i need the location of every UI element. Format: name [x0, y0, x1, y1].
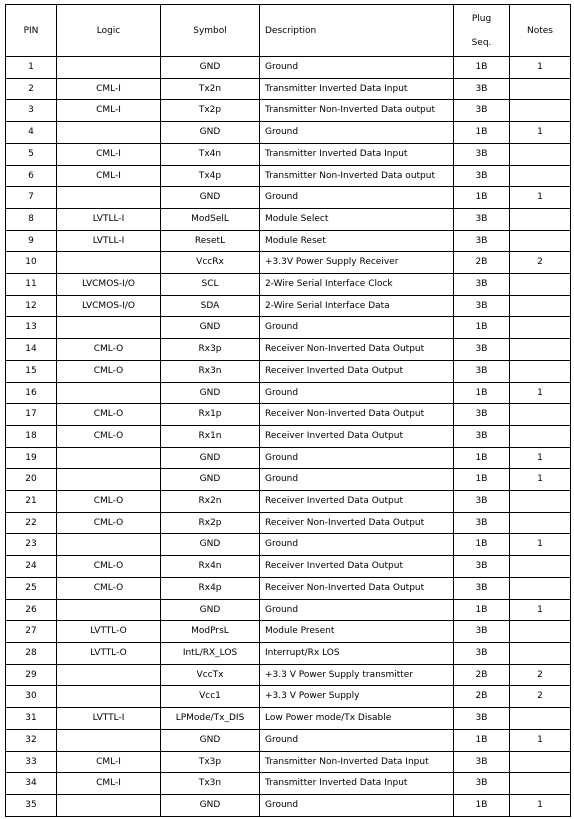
cell-symbol: GND	[161, 729, 260, 751]
cell-description: Receiver Non-Inverted Data Output	[260, 339, 454, 361]
table-row	[6, 295, 571, 317]
cell-description: Receiver Inverted Data Output	[260, 491, 454, 513]
cell-symbol: Vcc1	[161, 686, 260, 708]
cell-description: Transmitter Inverted Data Input	[260, 773, 454, 795]
cell-pin: 1	[6, 57, 57, 79]
cell-plug-seq: 3B	[454, 621, 510, 643]
cell-notes	[510, 274, 571, 296]
cell-description: Transmitter Non-Inverted Data Input	[260, 751, 454, 773]
cell-notes	[510, 360, 571, 382]
table-row	[6, 751, 571, 773]
cell-description: +3.3 V Power Supply transmitter	[260, 664, 454, 686]
cell-logic	[57, 664, 161, 686]
cell-plug-seq: 2B	[454, 686, 510, 708]
cell-logic: CML-O	[57, 339, 161, 361]
cell-symbol: GND	[161, 599, 260, 621]
cell-description: Interrupt/Rx LOS	[260, 642, 454, 664]
cell-logic	[57, 317, 161, 339]
table-row	[6, 360, 571, 382]
cell-logic: LVCMOS-I/O	[57, 274, 161, 296]
cell-description: Module Present	[260, 621, 454, 643]
cell-notes	[510, 404, 571, 426]
cell-pin: 30	[6, 686, 57, 708]
cell-notes: 1	[510, 382, 571, 404]
cell-notes	[510, 773, 571, 795]
cell-symbol: Tx3p	[161, 751, 260, 773]
cell-plug-seq: 3B	[454, 425, 510, 447]
cell-description: Ground	[260, 187, 454, 209]
cell-pin: 2	[6, 78, 57, 100]
cell-description: Ground	[260, 469, 454, 491]
cell-pin: 16	[6, 382, 57, 404]
cell-pin: 9	[6, 230, 57, 252]
cell-notes	[510, 425, 571, 447]
cell-notes: 1	[510, 794, 571, 816]
cell-symbol: GND	[161, 122, 260, 144]
table-header	[6, 5, 571, 57]
cell-symbol: GND	[161, 447, 260, 469]
cell-symbol: GND	[161, 57, 260, 79]
cell-symbol: Rx3p	[161, 339, 260, 361]
table-row	[6, 57, 571, 79]
cell-plug-seq: 1B	[454, 534, 510, 556]
cell-plug-seq: 3B	[454, 773, 510, 795]
table-row	[6, 556, 571, 578]
cell-notes: 2	[510, 664, 571, 686]
cell-description: Ground	[260, 729, 454, 751]
cell-plug-seq: 3B	[454, 577, 510, 599]
cell-symbol: Rx2p	[161, 512, 260, 534]
cell-plug-seq: 3B	[454, 100, 510, 122]
header-row	[6, 5, 571, 57]
cell-logic: CML-O	[57, 491, 161, 513]
cell-symbol: ModSelL	[161, 208, 260, 230]
cell-pin: 20	[6, 469, 57, 491]
cell-pin: 29	[6, 664, 57, 686]
cell-notes	[510, 512, 571, 534]
cell-plug-seq: 1B	[454, 382, 510, 404]
header-logic: Logic	[57, 5, 161, 57]
table-row	[6, 642, 571, 664]
table-row	[6, 708, 571, 730]
header-description: Description	[260, 5, 454, 57]
cell-plug-seq: 1B	[454, 187, 510, 209]
table-row	[6, 577, 571, 599]
cell-pin: 34	[6, 773, 57, 795]
cell-logic	[57, 187, 161, 209]
cell-logic: CML-I	[57, 165, 161, 187]
cell-plug-seq: 3B	[454, 339, 510, 361]
cell-logic: LVTTL-O	[57, 621, 161, 643]
cell-symbol: Tx2p	[161, 100, 260, 122]
cell-plug-seq: 3B	[454, 404, 510, 426]
table-row	[6, 122, 571, 144]
cell-notes: 1	[510, 122, 571, 144]
cell-symbol: VccRx	[161, 252, 260, 274]
cell-symbol: Rx4n	[161, 556, 260, 578]
cell-symbol: SCL	[161, 274, 260, 296]
cell-pin: 10	[6, 252, 57, 274]
cell-symbol: GND	[161, 317, 260, 339]
table-row	[6, 773, 571, 795]
table-row	[6, 686, 571, 708]
cell-description: 2-Wire Serial Interface Clock	[260, 274, 454, 296]
cell-plug-seq: 1B	[454, 469, 510, 491]
cell-description: Ground	[260, 794, 454, 816]
table-row	[6, 729, 571, 751]
cell-description: Transmitter Inverted Data Input	[260, 78, 454, 100]
cell-pin: 21	[6, 491, 57, 513]
header-notes: Notes	[510, 5, 571, 57]
cell-notes	[510, 577, 571, 599]
cell-description: Receiver Inverted Data Output	[260, 360, 454, 382]
cell-notes	[510, 556, 571, 578]
cell-logic: CML-O	[57, 512, 161, 534]
table-row	[6, 78, 571, 100]
cell-symbol: GND	[161, 794, 260, 816]
cell-symbol: ModPrsL	[161, 621, 260, 643]
cell-notes	[510, 339, 571, 361]
cell-notes: 1	[510, 187, 571, 209]
cell-description: Ground	[260, 599, 454, 621]
cell-symbol: Tx2n	[161, 78, 260, 100]
table-row	[6, 599, 571, 621]
table-row	[6, 621, 571, 643]
cell-pin: 11	[6, 274, 57, 296]
cell-pin: 8	[6, 208, 57, 230]
header-plug-seq	[454, 5, 510, 57]
cell-pin: 5	[6, 143, 57, 165]
table-row	[6, 512, 571, 534]
cell-logic: CML-I	[57, 78, 161, 100]
cell-plug-seq: 1B	[454, 447, 510, 469]
cell-symbol: Tx3n	[161, 773, 260, 795]
cell-symbol: Tx4n	[161, 143, 260, 165]
cell-plug-seq: 1B	[454, 57, 510, 79]
cell-notes	[510, 78, 571, 100]
table-row	[6, 100, 571, 122]
cell-symbol: GND	[161, 382, 260, 404]
cell-plug-seq: 3B	[454, 642, 510, 664]
cell-plug-seq: 1B	[454, 599, 510, 621]
cell-logic	[57, 382, 161, 404]
cell-symbol: Rx4p	[161, 577, 260, 599]
cell-pin: 7	[6, 187, 57, 209]
cell-symbol: LPMode/Tx_DIS	[161, 708, 260, 730]
cell-description: 2-Wire Serial Interface Data	[260, 295, 454, 317]
cell-symbol: GND	[161, 534, 260, 556]
pin-assignment-table	[5, 4, 571, 817]
cell-logic: CML-O	[57, 404, 161, 426]
cell-logic: LVTLL-I	[57, 230, 161, 252]
cell-logic	[57, 534, 161, 556]
cell-symbol: VccTx	[161, 664, 260, 686]
cell-logic: CML-O	[57, 556, 161, 578]
cell-notes	[510, 621, 571, 643]
cell-logic: LVTLL-I	[57, 208, 161, 230]
cell-description: Ground	[260, 534, 454, 556]
cell-pin: 13	[6, 317, 57, 339]
table-row	[6, 274, 571, 296]
cell-description: Module Reset	[260, 230, 454, 252]
cell-symbol: IntL/RX_LOS	[161, 642, 260, 664]
cell-plug-seq: 2B	[454, 252, 510, 274]
table-row	[6, 447, 571, 469]
cell-plug-seq: 3B	[454, 230, 510, 252]
table-row	[6, 382, 571, 404]
cell-notes: 2	[510, 686, 571, 708]
table-row	[6, 252, 571, 274]
cell-pin: 31	[6, 708, 57, 730]
cell-plug-seq: 3B	[454, 208, 510, 230]
cell-description: Receiver Inverted Data Output	[260, 556, 454, 578]
cell-pin: 33	[6, 751, 57, 773]
table-body	[6, 57, 571, 817]
table-row	[6, 404, 571, 426]
cell-pin: 18	[6, 425, 57, 447]
cell-symbol: Tx4p	[161, 165, 260, 187]
cell-notes	[510, 100, 571, 122]
cell-notes: 1	[510, 599, 571, 621]
cell-description: +3.3V Power Supply Receiver	[260, 252, 454, 274]
cell-pin: 14	[6, 339, 57, 361]
table-row	[6, 664, 571, 686]
cell-logic	[57, 122, 161, 144]
cell-pin: 32	[6, 729, 57, 751]
cell-pin: 6	[6, 165, 57, 187]
cell-pin: 12	[6, 295, 57, 317]
cell-pin: 26	[6, 599, 57, 621]
cell-pin: 27	[6, 621, 57, 643]
cell-symbol: Rx1p	[161, 404, 260, 426]
cell-description: Receiver Non-Inverted Data Output	[260, 577, 454, 599]
cell-logic: CML-I	[57, 773, 161, 795]
cell-logic: CML-I	[57, 100, 161, 122]
cell-logic: CML-O	[57, 360, 161, 382]
cell-symbol: ResetL	[161, 230, 260, 252]
cell-logic	[57, 686, 161, 708]
table-row	[6, 425, 571, 447]
cell-pin: 3	[6, 100, 57, 122]
cell-plug-seq: 3B	[454, 143, 510, 165]
cell-pin: 24	[6, 556, 57, 578]
cell-description: Receiver Non-Inverted Data Output	[260, 404, 454, 426]
cell-plug-seq: 1B	[454, 729, 510, 751]
cell-notes	[510, 642, 571, 664]
cell-notes	[510, 708, 571, 730]
table-row	[6, 165, 571, 187]
cell-plug-seq: 3B	[454, 295, 510, 317]
table-row	[6, 187, 571, 209]
cell-symbol: SDA	[161, 295, 260, 317]
cell-logic	[57, 599, 161, 621]
cell-notes	[510, 491, 571, 513]
cell-pin: 35	[6, 794, 57, 816]
cell-pin: 22	[6, 512, 57, 534]
cell-logic: CML-I	[57, 143, 161, 165]
cell-plug-seq: 3B	[454, 751, 510, 773]
cell-logic	[57, 57, 161, 79]
cell-description: Ground	[260, 57, 454, 79]
cell-logic: LVTTL-I	[57, 708, 161, 730]
cell-pin: 4	[6, 122, 57, 144]
cell-description: Ground	[260, 447, 454, 469]
cell-logic: CML-O	[57, 577, 161, 599]
cell-notes	[510, 317, 571, 339]
cell-notes	[510, 208, 571, 230]
cell-symbol: GND	[161, 187, 260, 209]
cell-description: Low Power mode/Tx Disable	[260, 708, 454, 730]
cell-description: +3.3 V Power Supply	[260, 686, 454, 708]
cell-logic	[57, 729, 161, 751]
table-row	[6, 230, 571, 252]
cell-plug-seq: 3B	[454, 78, 510, 100]
cell-notes: 1	[510, 447, 571, 469]
cell-logic	[57, 794, 161, 816]
cell-description: Transmitter Inverted Data Input	[260, 143, 454, 165]
cell-pin: 19	[6, 447, 57, 469]
cell-logic: CML-O	[57, 425, 161, 447]
cell-pin: 25	[6, 577, 57, 599]
cell-logic: CML-I	[57, 751, 161, 773]
table-row	[6, 534, 571, 556]
cell-symbol: Rx1n	[161, 425, 260, 447]
cell-plug-seq: 3B	[454, 165, 510, 187]
cell-plug-seq: 3B	[454, 556, 510, 578]
cell-logic	[57, 252, 161, 274]
cell-description: Ground	[260, 122, 454, 144]
cell-plug-seq: 3B	[454, 512, 510, 534]
cell-description: Transmitter Non-Inverted Data output	[260, 165, 454, 187]
cell-logic	[57, 469, 161, 491]
cell-description: Module Select	[260, 208, 454, 230]
cell-notes	[510, 165, 571, 187]
table-row	[6, 339, 571, 361]
cell-notes	[510, 751, 571, 773]
cell-description: Ground	[260, 382, 454, 404]
cell-logic: LVCMOS-I/O	[57, 295, 161, 317]
table-row	[6, 491, 571, 513]
cell-description: Receiver Inverted Data Output	[260, 425, 454, 447]
cell-plug-seq: 1B	[454, 317, 510, 339]
cell-symbol: GND	[161, 469, 260, 491]
cell-symbol: Rx3n	[161, 360, 260, 382]
cell-notes: 1	[510, 534, 571, 556]
cell-notes: 1	[510, 729, 571, 751]
cell-plug-seq: 1B	[454, 794, 510, 816]
cell-description: Transmitter Non-Inverted Data output	[260, 100, 454, 122]
cell-notes: 1	[510, 57, 571, 79]
cell-description: Ground	[260, 317, 454, 339]
cell-logic: LVTTL-O	[57, 642, 161, 664]
cell-notes: 1	[510, 469, 571, 491]
cell-pin: 17	[6, 404, 57, 426]
cell-plug-seq: 3B	[454, 708, 510, 730]
header-plug-line2: Seq.	[471, 37, 492, 48]
cell-plug-seq: 3B	[454, 491, 510, 513]
header-pin: PIN	[6, 5, 57, 57]
cell-logic	[57, 447, 161, 469]
cell-plug-seq: 1B	[454, 122, 510, 144]
cell-pin: 15	[6, 360, 57, 382]
cell-plug-seq: 3B	[454, 274, 510, 296]
table-row	[6, 317, 571, 339]
table-row	[6, 143, 571, 165]
header-plug-line1: Plug	[471, 13, 492, 24]
cell-notes	[510, 230, 571, 252]
table-row	[6, 208, 571, 230]
cell-description: Receiver Non-Inverted Data Output	[260, 512, 454, 534]
cell-pin: 28	[6, 642, 57, 664]
cell-notes	[510, 295, 571, 317]
cell-notes	[510, 143, 571, 165]
cell-notes: 2	[510, 252, 571, 274]
cell-symbol: Rx2n	[161, 491, 260, 513]
table-row	[6, 794, 571, 816]
cell-plug-seq: 2B	[454, 664, 510, 686]
cell-pin: 23	[6, 534, 57, 556]
header-symbol: Symbol	[161, 5, 260, 57]
table-row	[6, 469, 571, 491]
cell-plug-seq: 3B	[454, 360, 510, 382]
